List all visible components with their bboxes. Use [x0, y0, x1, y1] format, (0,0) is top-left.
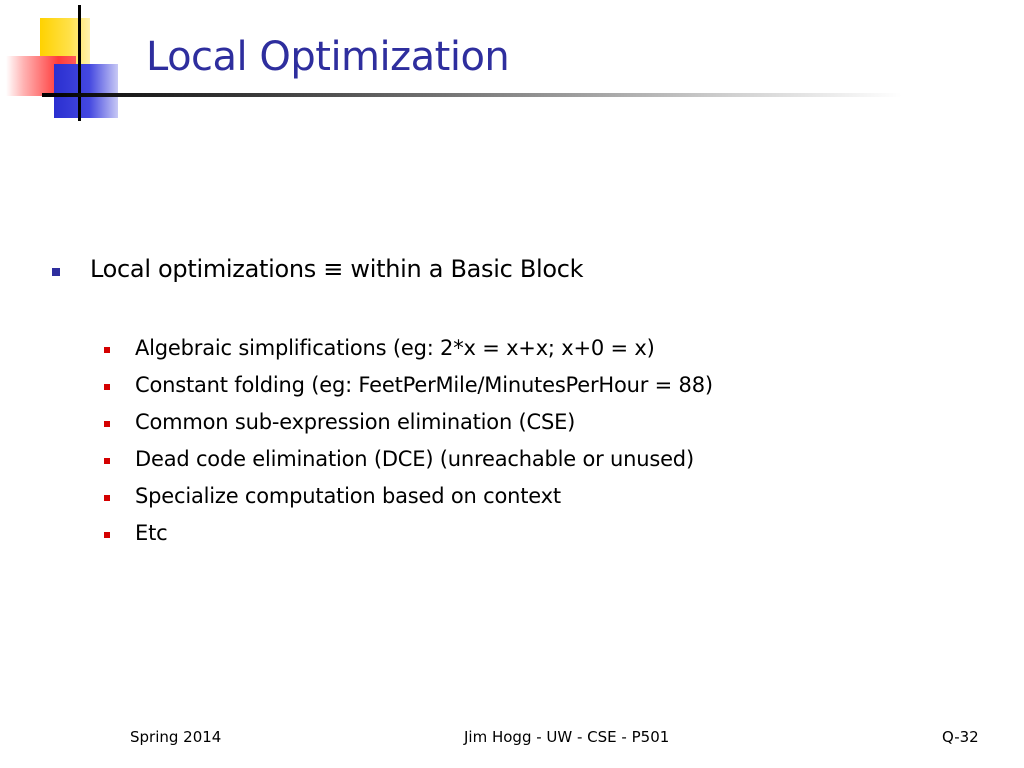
slide-title: Local Optimization — [146, 34, 510, 80]
sub-point-text: Etc — [135, 521, 168, 545]
level2-bullet-icon — [104, 532, 110, 538]
title-underline — [42, 93, 902, 97]
level2-bullet-icon — [104, 421, 110, 427]
level2-bullet-icon — [104, 458, 110, 464]
sub-point-text: Specialize computation based on context — [135, 484, 561, 508]
main-point: Local optimizations ≡ within a Basic Block — [90, 255, 584, 283]
footer-slide-number: Q-32 — [942, 728, 979, 746]
corner-logo — [0, 0, 140, 130]
sub-point-text: Algebraic simplifications (eg: 2*x = x+x; x+0 = x) — [135, 336, 655, 360]
level2-bullet-icon — [104, 384, 110, 390]
level1-bullet-icon — [52, 268, 60, 276]
logo-vertical-line — [78, 5, 81, 121]
level2-bullet-icon — [104, 347, 110, 353]
sub-point-text: Constant folding (eg: FeetPerMile/MinutesPerHour = 88) — [135, 373, 713, 397]
level2-bullet-icon — [104, 495, 110, 501]
sub-point-text: Dead code elimination (DCE) (unreachable or unused) — [135, 447, 694, 471]
footer-date: Spring 2014 — [130, 728, 222, 746]
footer-author: Jim Hogg - UW - CSE - P501 — [464, 728, 670, 746]
sub-point-text: Common sub-expression elimination (CSE) — [135, 410, 576, 434]
logo-blue-square — [54, 64, 118, 118]
